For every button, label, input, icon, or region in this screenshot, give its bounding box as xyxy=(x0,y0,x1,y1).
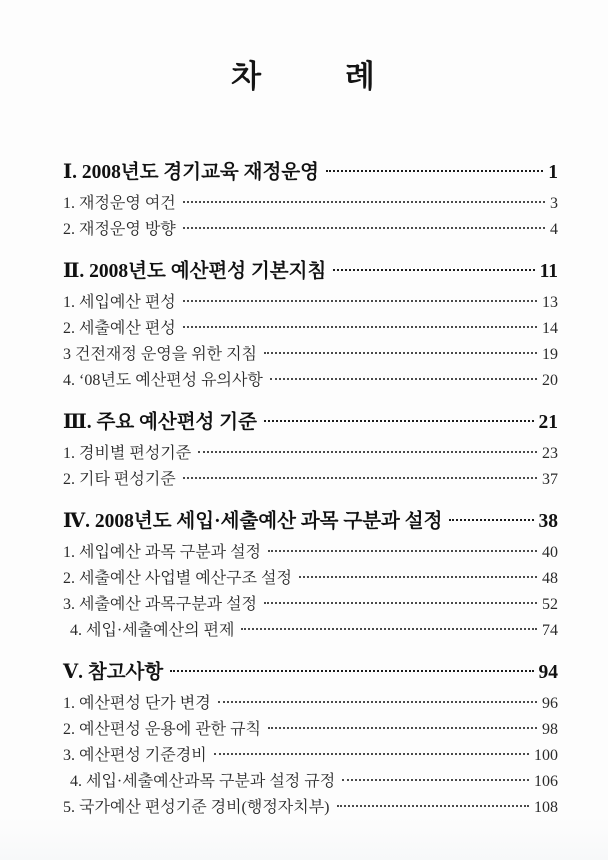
toc-entry-label: 1. 경비별 편성기준 xyxy=(63,445,192,462)
toc-section-heading xyxy=(63,158,558,188)
toc-entry-label: 3. 예산편성 기준경비 xyxy=(63,747,207,764)
dotted-leader xyxy=(333,269,534,271)
page-number: 23 xyxy=(542,445,558,462)
toc-item xyxy=(63,467,558,493)
dotted-leader xyxy=(264,352,537,354)
page-number: 38 xyxy=(538,511,558,532)
page-number: 48 xyxy=(542,570,558,587)
dotted-leader xyxy=(268,550,537,552)
toc-section-heading xyxy=(63,507,558,537)
toc-entry-label: 5. 국가예산 편성기준 경비(행정자치부) xyxy=(63,799,330,816)
page-number: 106 xyxy=(534,773,558,790)
toc-section xyxy=(63,658,558,821)
page-number: 52 xyxy=(542,596,558,613)
page-number: 1 xyxy=(548,162,558,183)
toc-entry-label: 2. 재정운영 방향 xyxy=(63,221,176,238)
toc-entry-label: Ⅱ. 2008년도 예산편성 기본지침 xyxy=(63,261,327,282)
toc-entry-label: 3. 세출예산 과목구분과 설정 xyxy=(63,596,258,613)
toc-entry-label: 2. 예산편성 운용에 관한 규칙 xyxy=(63,721,262,738)
dotted-leader xyxy=(183,300,537,302)
dotted-leader xyxy=(299,576,537,578)
toc-entry-label: 2. 세출예산 편성 xyxy=(63,320,176,337)
toc-entry-label: 1. 세입예산 과목 구분과 설정 xyxy=(63,544,262,561)
page-number: 40 xyxy=(542,544,558,561)
dotted-leader xyxy=(183,201,545,203)
page-number: 19 xyxy=(542,346,558,363)
toc-item xyxy=(63,217,558,243)
toc-item xyxy=(63,566,558,592)
toc-section xyxy=(63,408,558,493)
toc-item xyxy=(63,316,558,342)
page-number: 13 xyxy=(542,294,558,311)
page-number: 108 xyxy=(534,799,558,816)
toc-item xyxy=(63,618,558,644)
toc-entry-label: 4. ‘08년도 예산편성 유의사항 xyxy=(63,372,263,389)
toc-entry-label: Ⅰ. 2008년도 경기교육 재정운영 xyxy=(63,162,319,183)
toc-item xyxy=(63,342,558,368)
toc-entry-label: 1. 세입예산 편성 xyxy=(63,294,176,311)
dotted-leader xyxy=(270,378,537,380)
dotted-leader xyxy=(342,779,529,781)
page-number: 94 xyxy=(538,662,558,683)
toc-entry-label: 1. 재정운영 여건 xyxy=(63,195,176,212)
toc-item xyxy=(63,592,558,618)
page-number: 98 xyxy=(542,721,558,738)
toc-item xyxy=(63,743,558,769)
dotted-leader xyxy=(183,227,545,229)
toc-section-heading xyxy=(63,257,558,287)
dotted-leader xyxy=(268,727,537,729)
page-number: 100 xyxy=(534,747,558,764)
dotted-leader xyxy=(183,326,537,328)
dotted-leader xyxy=(264,602,537,604)
toc-entry-label: 1. 예산편성 단가 변경 xyxy=(63,695,211,712)
page-number: 21 xyxy=(538,412,558,433)
toc-section xyxy=(63,507,558,644)
dotted-leader xyxy=(214,753,529,755)
toc-item xyxy=(63,441,558,467)
toc-section-heading xyxy=(63,658,558,688)
toc-item xyxy=(63,191,558,217)
dotted-leader xyxy=(170,670,533,672)
toc-entry-label: 3 건전재정 운영을 위한 지침 xyxy=(63,346,258,363)
toc-item xyxy=(63,717,558,743)
toc-section-heading xyxy=(63,408,558,438)
dotted-leader xyxy=(218,701,537,703)
dotted-leader xyxy=(241,628,537,630)
page-number: 14 xyxy=(542,320,558,337)
dotted-leader xyxy=(183,477,537,479)
toc xyxy=(0,158,608,821)
toc-entry-label: Ⅲ. 주요 예산편성 기준 xyxy=(63,412,257,433)
toc-entry-label: 2. 기타 편성기준 xyxy=(63,471,176,488)
toc-section xyxy=(63,158,558,243)
dotted-leader xyxy=(326,170,543,172)
page-number: 74 xyxy=(542,622,558,639)
toc-entry-label: 2. 세출예산 사업별 예산구조 설정 xyxy=(63,570,292,587)
toc-item xyxy=(63,769,558,795)
toc-entry-label: Ⅴ. 참고사항 xyxy=(63,662,164,683)
page-title: 차 례 xyxy=(231,59,377,94)
toc-item xyxy=(63,540,558,566)
dotted-leader xyxy=(449,519,533,521)
page-number: 96 xyxy=(542,695,558,712)
toc-entry-label: 4. 세입·세출예산과목 구분과 설정 규정 xyxy=(70,773,336,790)
dotted-leader xyxy=(198,451,537,453)
page-number: 20 xyxy=(542,372,558,389)
toc-section xyxy=(63,257,558,394)
toc-item xyxy=(63,795,558,821)
page-number: 37 xyxy=(542,471,558,488)
page-number: 3 xyxy=(550,195,558,212)
toc-item xyxy=(63,290,558,316)
toc-entry-label: 4. 세입·세출예산의 편제 xyxy=(70,622,235,639)
page-number: 11 xyxy=(539,261,558,282)
toc-item xyxy=(63,368,558,394)
dotted-leader xyxy=(337,805,530,807)
dotted-leader xyxy=(264,420,534,422)
toc-item xyxy=(63,691,558,717)
page-number: 4 xyxy=(550,221,558,238)
toc-entry-label: Ⅳ. 2008년도 세입·세출예산 과목 구분과 설정 xyxy=(63,511,443,532)
